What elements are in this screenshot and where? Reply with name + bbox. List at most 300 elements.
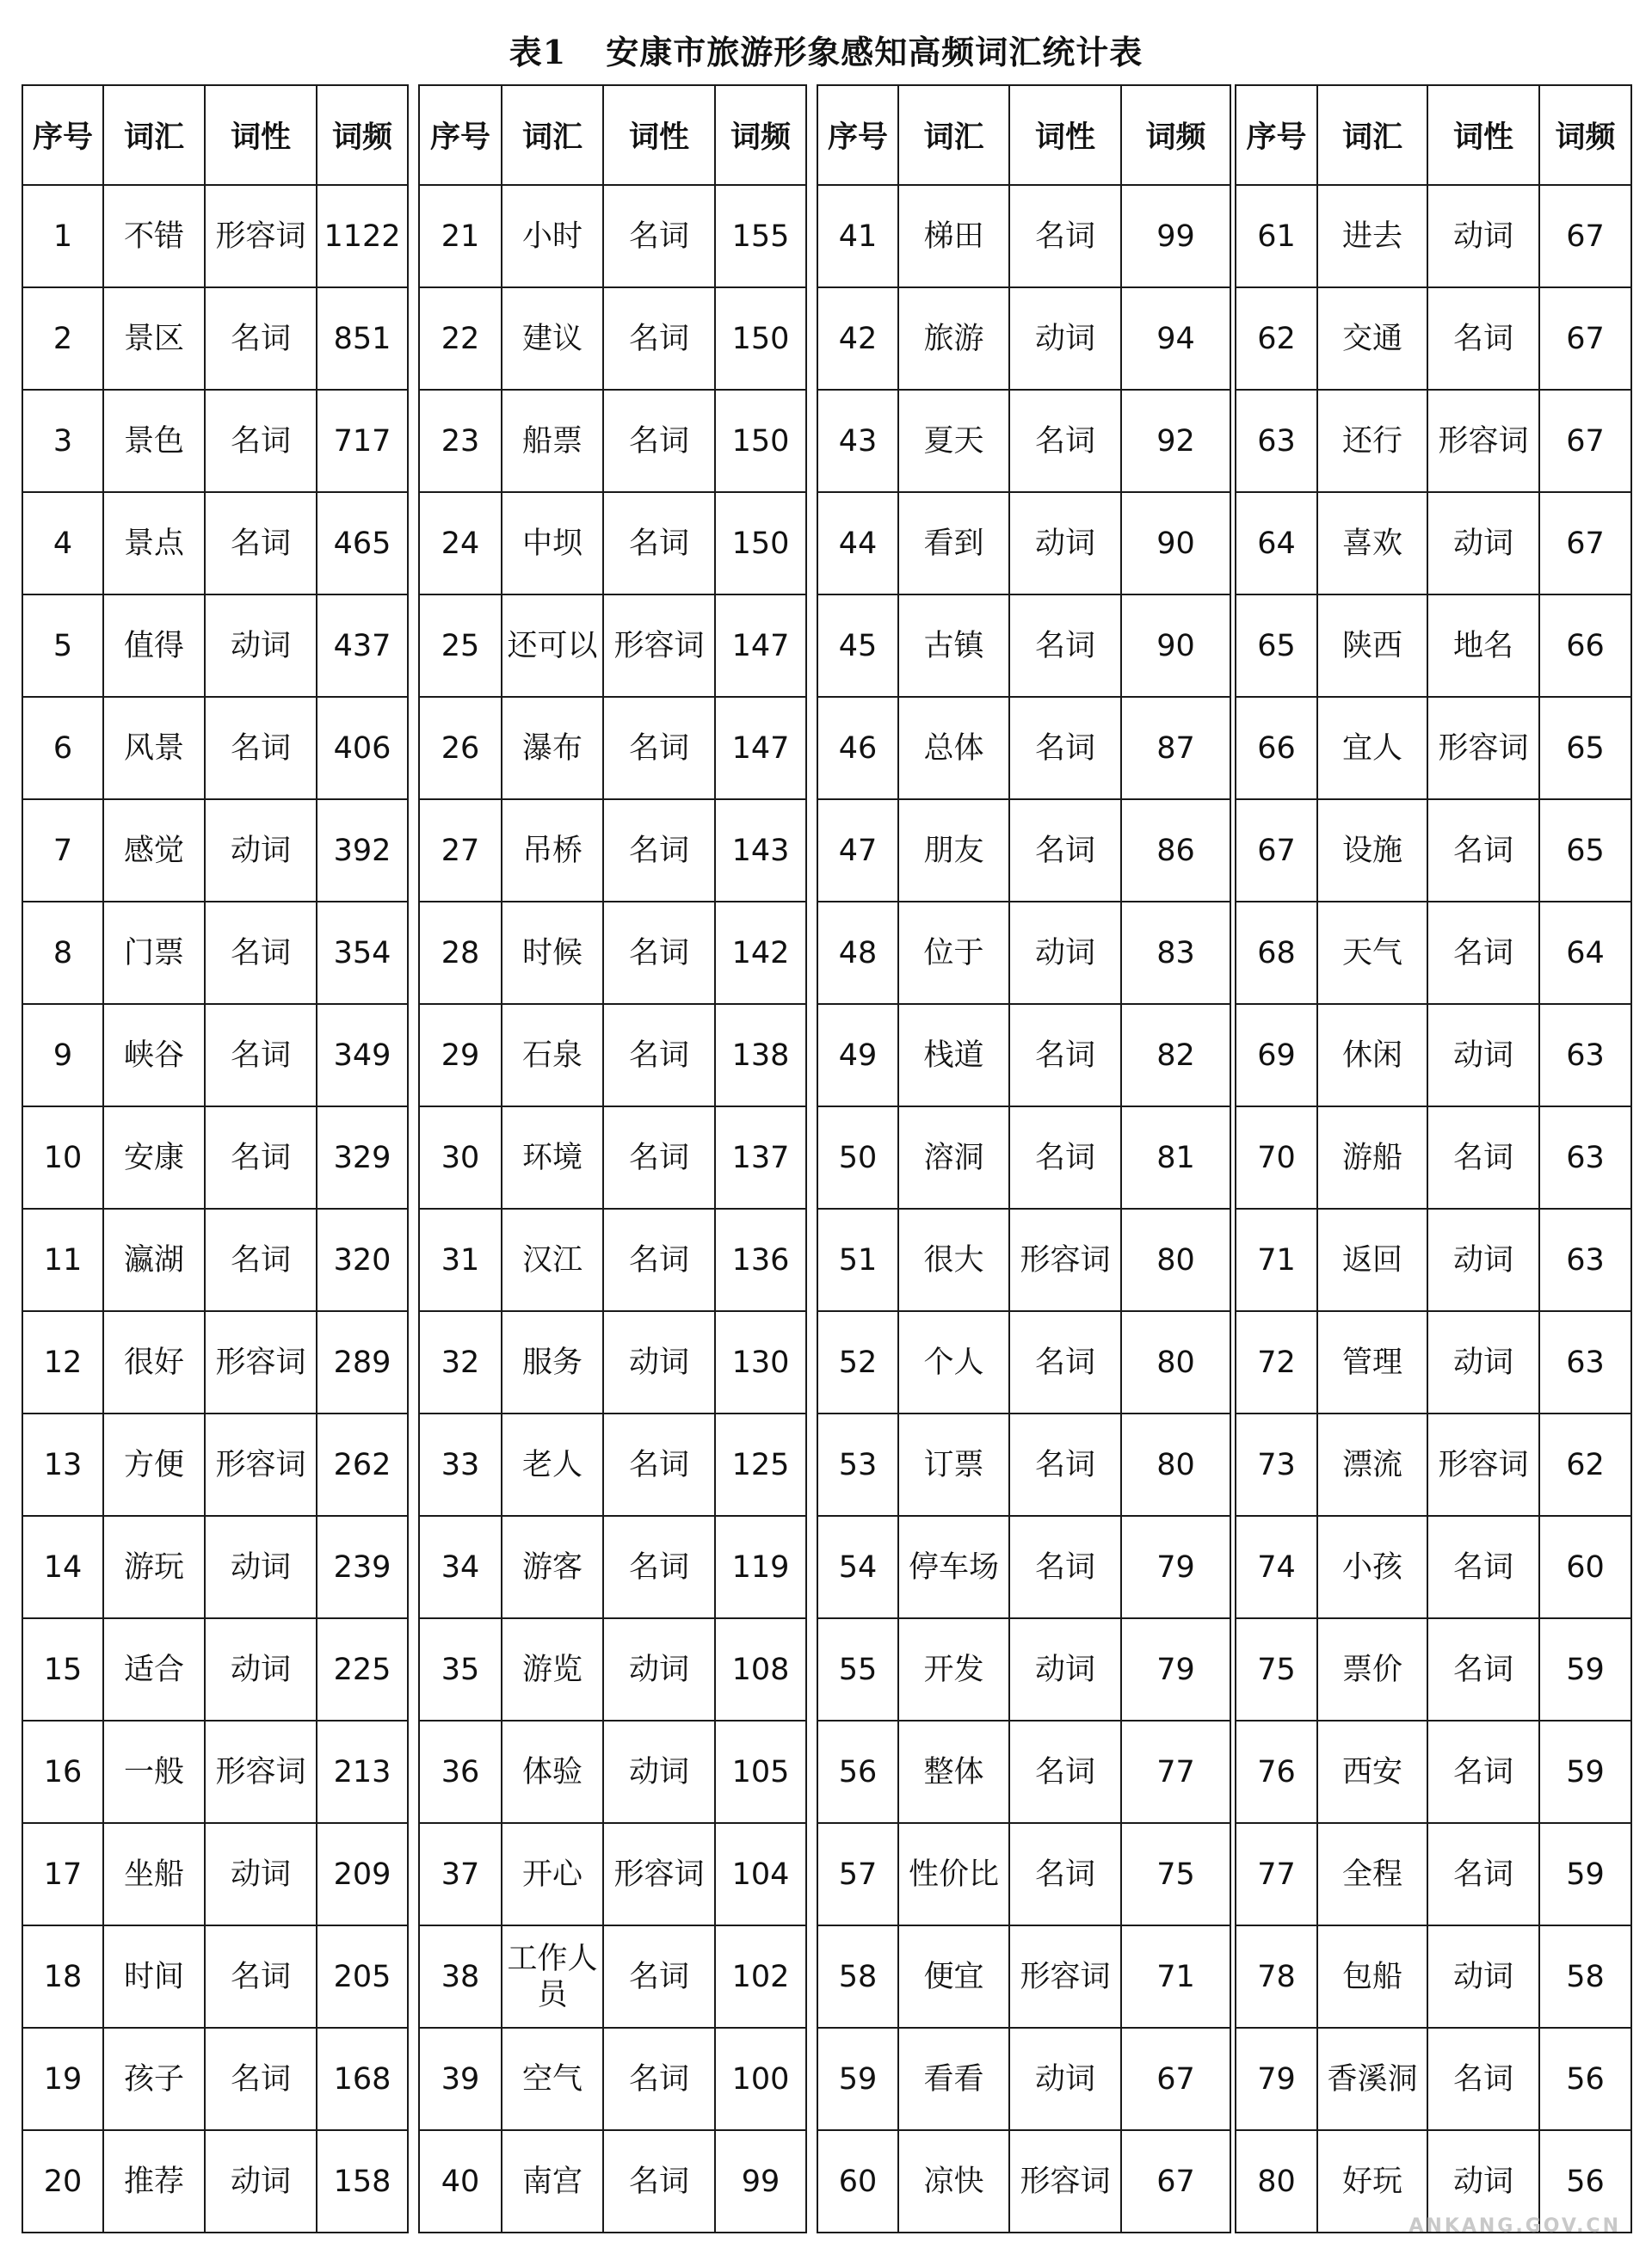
cell-pos: 名词 — [603, 1209, 715, 1311]
cell-frequency: 437 — [317, 594, 408, 697]
cell-word: 票价 — [1317, 1618, 1427, 1721]
cell-pos: 名词 — [603, 799, 715, 902]
header-index: 序号 — [1236, 85, 1317, 185]
cell-index: 5 — [22, 594, 103, 697]
cell-index: 70 — [1236, 1106, 1317, 1209]
cell-frequency: 64 — [1539, 902, 1631, 1004]
table-row — [1236, 1414, 1631, 1516]
header-row — [22, 85, 408, 185]
table-row — [22, 902, 408, 1004]
cell-pos: 动词 — [205, 2130, 317, 2233]
cell-pos: 名词 — [205, 1106, 317, 1209]
cell-index: 69 — [1236, 1004, 1317, 1106]
header-index: 序号 — [419, 85, 502, 185]
cell-word: 一般 — [103, 1721, 205, 1823]
cell-pos: 名词 — [205, 287, 317, 390]
cell-word: 服务 — [502, 1311, 603, 1414]
cell-word: 建议 — [502, 287, 603, 390]
table-row — [22, 1209, 408, 1311]
cell-word: 坐船 — [103, 1823, 205, 1925]
cell-word: 西安 — [1317, 1721, 1427, 1823]
cell-pos: 形容词 — [1427, 390, 1539, 492]
cell-pos: 动词 — [205, 799, 317, 902]
cell-pos: 名词 — [603, 287, 715, 390]
cell-frequency: 354 — [317, 902, 408, 1004]
table-row — [817, 594, 1230, 697]
header-pos: 词性 — [1009, 85, 1121, 185]
table-row — [1236, 1004, 1631, 1106]
cell-index: 13 — [22, 1414, 103, 1516]
table-row — [817, 2028, 1230, 2130]
cell-word: 香溪洞 — [1317, 2028, 1427, 2130]
cell-frequency: 81 — [1121, 1106, 1230, 1209]
cell-index: 1 — [22, 185, 103, 287]
cell-pos: 形容词 — [1427, 697, 1539, 799]
cell-frequency: 79 — [1121, 1618, 1230, 1721]
cell-word: 天气 — [1317, 902, 1427, 1004]
cell-pos: 名词 — [1009, 1311, 1121, 1414]
table-row — [419, 1925, 806, 2028]
header-pos: 词性 — [205, 85, 317, 185]
cell-index: 8 — [22, 902, 103, 1004]
cell-pos: 名词 — [205, 1004, 317, 1106]
header-word: 词汇 — [898, 85, 1009, 185]
cell-index: 72 — [1236, 1311, 1317, 1414]
cell-frequency: 289 — [317, 1311, 408, 1414]
cell-word: 溶洞 — [898, 1106, 1009, 1209]
cell-word: 陕西 — [1317, 594, 1427, 697]
header-row — [419, 85, 806, 185]
cell-pos: 形容词 — [1009, 2130, 1121, 2233]
table-row — [22, 1721, 408, 1823]
table-row — [419, 2028, 806, 2130]
table-row — [1236, 1311, 1631, 1414]
cell-pos: 名词 — [205, 1925, 317, 2028]
cell-pos: 名词 — [603, 185, 715, 287]
cell-pos: 地名 — [1427, 594, 1539, 697]
table-group-4 — [1235, 84, 1632, 2233]
cell-frequency: 150 — [715, 287, 806, 390]
cell-frequency: 79 — [1121, 1516, 1230, 1618]
cell-pos: 名词 — [1427, 287, 1539, 390]
cell-word: 南宫 — [502, 2130, 603, 2233]
cell-index: 67 — [1236, 799, 1317, 902]
cell-pos: 动词 — [603, 1618, 715, 1721]
cell-index: 46 — [817, 697, 898, 799]
cell-word: 看看 — [898, 2028, 1009, 2130]
cell-index: 45 — [817, 594, 898, 697]
cell-word: 很好 — [103, 1311, 205, 1414]
cell-word: 景区 — [103, 287, 205, 390]
cell-word: 喜欢 — [1317, 492, 1427, 594]
table-row — [817, 1209, 1230, 1311]
cell-word: 吊桥 — [502, 799, 603, 902]
cell-frequency: 155 — [715, 185, 806, 287]
cell-pos: 名词 — [205, 2028, 317, 2130]
table-row — [22, 799, 408, 902]
cell-frequency: 67 — [1121, 2028, 1230, 2130]
word-frequency-tables — [22, 84, 1630, 2227]
cell-word: 景点 — [103, 492, 205, 594]
cell-frequency: 60 — [1539, 1516, 1631, 1618]
cell-frequency: 225 — [317, 1618, 408, 1721]
cell-frequency: 80 — [1121, 1209, 1230, 1311]
cell-pos: 形容词 — [205, 1414, 317, 1516]
cell-pos: 动词 — [205, 594, 317, 697]
cell-frequency: 138 — [715, 1004, 806, 1106]
table-row — [22, 1414, 408, 1516]
cell-frequency: 143 — [715, 799, 806, 902]
table-row — [419, 1004, 806, 1106]
header-word: 词汇 — [103, 85, 205, 185]
table-row — [419, 594, 806, 697]
table-caption: 安康市旅游形象感知高频词汇统计表 — [606, 32, 1143, 71]
cell-pos: 名词 — [603, 1004, 715, 1106]
cell-word: 朋友 — [898, 799, 1009, 902]
table-row — [22, 2028, 408, 2130]
table-row — [419, 1311, 806, 1414]
cell-frequency: 83 — [1121, 902, 1230, 1004]
cell-word: 风景 — [103, 697, 205, 799]
cell-word: 管理 — [1317, 1311, 1427, 1414]
table-row — [817, 1925, 1230, 2028]
cell-index: 55 — [817, 1618, 898, 1721]
cell-word: 小时 — [502, 185, 603, 287]
cell-frequency: 104 — [715, 1823, 806, 1925]
cell-pos: 动词 — [1009, 1618, 1121, 1721]
table-row — [1236, 1721, 1631, 1823]
cell-frequency: 75 — [1121, 1823, 1230, 1925]
cell-pos: 名词 — [1009, 185, 1121, 287]
cell-pos: 动词 — [1009, 2028, 1121, 2130]
cell-frequency: 63 — [1539, 1311, 1631, 1414]
cell-pos: 名词 — [603, 1106, 715, 1209]
table-row — [817, 1618, 1230, 1721]
cell-word: 老人 — [502, 1414, 603, 1516]
cell-index: 38 — [419, 1925, 502, 2028]
cell-word: 开发 — [898, 1618, 1009, 1721]
cell-frequency: 147 — [715, 594, 806, 697]
cell-frequency: 147 — [715, 697, 806, 799]
cell-pos: 名词 — [603, 2130, 715, 2233]
cell-index: 61 — [1236, 185, 1317, 287]
cell-pos: 名词 — [1427, 2028, 1539, 2130]
cell-frequency: 66 — [1539, 594, 1631, 697]
cell-frequency: 63 — [1539, 1209, 1631, 1311]
cell-word: 体验 — [502, 1721, 603, 1823]
cell-frequency: 86 — [1121, 799, 1230, 902]
cell-index: 49 — [817, 1004, 898, 1106]
cell-index: 58 — [817, 1925, 898, 2028]
cell-pos: 名词 — [603, 1516, 715, 1618]
cell-index: 37 — [419, 1823, 502, 1925]
table-row — [419, 1618, 806, 1721]
cell-frequency: 130 — [715, 1311, 806, 1414]
cell-index: 20 — [22, 2130, 103, 2233]
cell-pos: 动词 — [1427, 1004, 1539, 1106]
cell-pos: 名词 — [603, 697, 715, 799]
cell-word: 栈道 — [898, 1004, 1009, 1106]
cell-frequency: 67 — [1121, 2130, 1230, 2233]
table-row — [1236, 2028, 1631, 2130]
cell-frequency: 119 — [715, 1516, 806, 1618]
cell-index: 71 — [1236, 1209, 1317, 1311]
header-index: 序号 — [22, 85, 103, 185]
cell-index: 27 — [419, 799, 502, 902]
table-row — [1236, 492, 1631, 594]
cell-frequency: 102 — [715, 1925, 806, 2028]
table-row — [817, 1721, 1230, 1823]
cell-index: 40 — [419, 2130, 502, 2233]
cell-index: 35 — [419, 1618, 502, 1721]
header-row — [1236, 85, 1631, 185]
table-row — [419, 1106, 806, 1209]
cell-index: 24 — [419, 492, 502, 594]
cell-frequency: 851 — [317, 287, 408, 390]
cell-pos: 形容词 — [205, 1311, 317, 1414]
table-row — [1236, 390, 1631, 492]
cell-pos: 名词 — [1427, 1618, 1539, 1721]
table-title — [0, 19, 1652, 79]
cell-index: 39 — [419, 2028, 502, 2130]
cell-frequency: 136 — [715, 1209, 806, 1311]
cell-word: 返回 — [1317, 1209, 1427, 1311]
cell-pos: 动词 — [1427, 1209, 1539, 1311]
cell-word: 游客 — [502, 1516, 603, 1618]
cell-word: 游玩 — [103, 1516, 205, 1618]
table-row — [419, 390, 806, 492]
cell-word: 门票 — [103, 902, 205, 1004]
cell-pos: 名词 — [603, 1414, 715, 1516]
cell-frequency: 262 — [317, 1414, 408, 1516]
cell-word: 船票 — [502, 390, 603, 492]
cell-index: 3 — [22, 390, 103, 492]
cell-frequency: 1122 — [317, 185, 408, 287]
cell-pos: 名词 — [1009, 1516, 1121, 1618]
cell-word: 个人 — [898, 1311, 1009, 1414]
cell-word: 推荐 — [103, 2130, 205, 2233]
cell-index: 74 — [1236, 1516, 1317, 1618]
cell-word: 很大 — [898, 1209, 1009, 1311]
cell-pos: 名词 — [1009, 1106, 1121, 1209]
table-row — [1236, 1925, 1631, 2028]
header-pos: 词性 — [603, 85, 715, 185]
table-row — [419, 1721, 806, 1823]
table-row — [817, 287, 1230, 390]
cell-frequency: 94 — [1121, 287, 1230, 390]
cell-word: 瀛湖 — [103, 1209, 205, 1311]
table-row — [1236, 287, 1631, 390]
cell-word: 设施 — [1317, 799, 1427, 902]
cell-pos: 动词 — [1427, 1311, 1539, 1414]
cell-frequency: 87 — [1121, 697, 1230, 799]
cell-index: 10 — [22, 1106, 103, 1209]
cell-index: 21 — [419, 185, 502, 287]
cell-index: 50 — [817, 1106, 898, 1209]
cell-index: 59 — [817, 2028, 898, 2130]
cell-pos: 动词 — [603, 1311, 715, 1414]
cell-word: 方便 — [103, 1414, 205, 1516]
cell-index: 12 — [22, 1311, 103, 1414]
cell-word: 感觉 — [103, 799, 205, 902]
cell-word: 还行 — [1317, 390, 1427, 492]
cell-index: 48 — [817, 902, 898, 1004]
cell-index: 30 — [419, 1106, 502, 1209]
cell-pos: 名词 — [205, 902, 317, 1004]
cell-index: 41 — [817, 185, 898, 287]
cell-pos: 名词 — [1009, 1823, 1121, 1925]
cell-pos: 动词 — [205, 1516, 317, 1618]
cell-index: 4 — [22, 492, 103, 594]
cell-index: 77 — [1236, 1823, 1317, 1925]
cell-word: 安康 — [103, 1106, 205, 1209]
table-row — [817, 1106, 1230, 1209]
cell-word: 交通 — [1317, 287, 1427, 390]
cell-word: 峡谷 — [103, 1004, 205, 1106]
cell-pos: 动词 — [1009, 492, 1121, 594]
table-row — [1236, 799, 1631, 902]
cell-pos: 名词 — [1009, 1414, 1121, 1516]
cell-index: 26 — [419, 697, 502, 799]
cell-index: 32 — [419, 1311, 502, 1414]
cell-pos: 名词 — [205, 1209, 317, 1311]
cell-pos: 动词 — [1427, 185, 1539, 287]
cell-word: 订票 — [898, 1414, 1009, 1516]
table-group-3 — [817, 84, 1231, 2233]
cell-pos: 名词 — [1427, 1721, 1539, 1823]
cell-frequency: 108 — [715, 1618, 806, 1721]
cell-frequency: 465 — [317, 492, 408, 594]
cell-word: 值得 — [103, 594, 205, 697]
cell-pos: 动词 — [1009, 902, 1121, 1004]
table-row — [22, 1618, 408, 1721]
cell-frequency: 349 — [317, 1004, 408, 1106]
cell-word: 总体 — [898, 697, 1009, 799]
cell-frequency: 90 — [1121, 594, 1230, 697]
cell-word: 开心 — [502, 1823, 603, 1925]
cell-pos: 名词 — [1427, 1106, 1539, 1209]
cell-word: 时候 — [502, 902, 603, 1004]
table-row — [419, 799, 806, 902]
table-number: 表1 — [509, 32, 567, 71]
cell-frequency: 329 — [317, 1106, 408, 1209]
cell-pos: 形容词 — [603, 1823, 715, 1925]
cell-frequency: 320 — [317, 1209, 408, 1311]
cell-index: 60 — [817, 2130, 898, 2233]
table-row — [817, 902, 1230, 1004]
cell-word: 中坝 — [502, 492, 603, 594]
cell-frequency: 59 — [1539, 1618, 1631, 1721]
cell-frequency: 125 — [715, 1414, 806, 1516]
cell-frequency: 100 — [715, 2028, 806, 2130]
cell-index: 22 — [419, 287, 502, 390]
cell-word: 石泉 — [502, 1004, 603, 1106]
table-row — [419, 1414, 806, 1516]
cell-index: 29 — [419, 1004, 502, 1106]
cell-frequency: 213 — [317, 1721, 408, 1823]
cell-word: 汉江 — [502, 1209, 603, 1311]
table-row — [817, 492, 1230, 594]
cell-index: 66 — [1236, 697, 1317, 799]
cell-index: 2 — [22, 287, 103, 390]
table-row — [1236, 1823, 1631, 1925]
cell-frequency: 59 — [1539, 1823, 1631, 1925]
cell-index: 57 — [817, 1823, 898, 1925]
cell-index: 78 — [1236, 1925, 1317, 2028]
cell-word: 停车场 — [898, 1516, 1009, 1618]
cell-index: 73 — [1236, 1414, 1317, 1516]
cell-word: 游览 — [502, 1618, 603, 1721]
cell-word: 全程 — [1317, 1823, 1427, 1925]
cell-frequency: 150 — [715, 492, 806, 594]
table-row — [22, 2130, 408, 2233]
table-row — [419, 492, 806, 594]
cell-index: 64 — [1236, 492, 1317, 594]
cell-pos: 名词 — [1427, 902, 1539, 1004]
cell-word: 时间 — [103, 1925, 205, 2028]
table-row — [22, 1823, 408, 1925]
cell-pos: 名词 — [205, 697, 317, 799]
cell-index: 65 — [1236, 594, 1317, 697]
cell-frequency: 65 — [1539, 799, 1631, 902]
cell-word: 便宜 — [898, 1925, 1009, 2028]
cell-index: 19 — [22, 2028, 103, 2130]
cell-pos: 名词 — [1009, 594, 1121, 697]
table-row — [1236, 1516, 1631, 1618]
cell-pos: 动词 — [1427, 492, 1539, 594]
cell-index: 25 — [419, 594, 502, 697]
header-frequency: 词频 — [1539, 85, 1631, 185]
cell-frequency: 99 — [715, 2130, 806, 2233]
cell-word: 休闲 — [1317, 1004, 1427, 1106]
table-group-1 — [22, 84, 409, 2233]
cell-frequency: 58 — [1539, 1925, 1631, 2028]
cell-index: 7 — [22, 799, 103, 902]
cell-frequency: 717 — [317, 390, 408, 492]
table-row — [419, 185, 806, 287]
cell-index: 14 — [22, 1516, 103, 1618]
cell-pos: 形容词 — [603, 594, 715, 697]
cell-index: 36 — [419, 1721, 502, 1823]
cell-index: 9 — [22, 1004, 103, 1106]
cell-frequency: 209 — [317, 1823, 408, 1925]
table-row — [22, 1925, 408, 2028]
cell-index: 11 — [22, 1209, 103, 1311]
cell-frequency: 82 — [1121, 1004, 1230, 1106]
cell-word: 适合 — [103, 1618, 205, 1721]
cell-index: 23 — [419, 390, 502, 492]
cell-word: 进去 — [1317, 185, 1427, 287]
table-row — [1236, 902, 1631, 1004]
cell-word: 漂流 — [1317, 1414, 1427, 1516]
cell-pos: 名词 — [603, 902, 715, 1004]
table-row — [817, 390, 1230, 492]
cell-index: 42 — [817, 287, 898, 390]
cell-word: 瀑布 — [502, 697, 603, 799]
table-row — [22, 492, 408, 594]
cell-word: 工作人员 — [502, 1925, 603, 2028]
cell-index: 62 — [1236, 287, 1317, 390]
cell-pos: 动词 — [205, 1823, 317, 1925]
cell-index: 6 — [22, 697, 103, 799]
cell-word: 梯田 — [898, 185, 1009, 287]
cell-index: 33 — [419, 1414, 502, 1516]
cell-frequency: 80 — [1121, 1414, 1230, 1516]
cell-index: 56 — [817, 1721, 898, 1823]
table-group-2 — [418, 84, 807, 2233]
table-row — [817, 1004, 1230, 1106]
cell-word: 古镇 — [898, 594, 1009, 697]
